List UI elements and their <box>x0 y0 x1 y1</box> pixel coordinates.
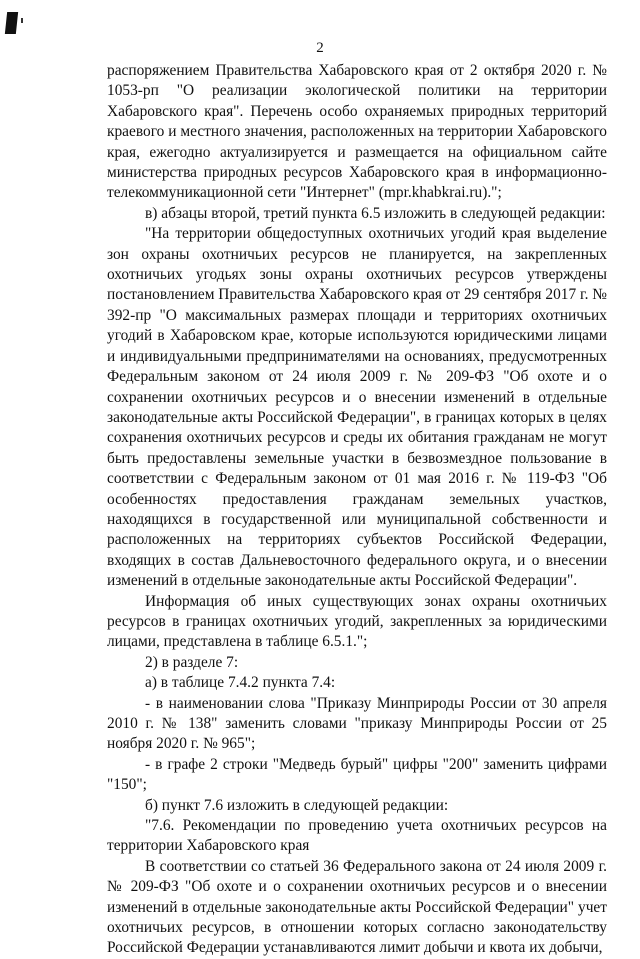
paragraph-section-7: 2) в разделе 7: <box>145 653 239 671</box>
scan-margin-dot <box>21 18 23 23</box>
paragraph-quote-zones: "На территории общедоступных охотничьих угодий края выделение зон охраны охотничьих ресурсов не планируется, на закрепленных охотничьих угодьях зоны охраны охотничьих ресурсов утверждены постановлением Правительства Хабаровского края от 29 сентября 2017 г. № 392-пр "О максимальных размерах площади и территориях охотничьих угодий в Хабаровском крае, которые используются юридическими лицами и индивидуальными предпринимателями на основаниях, предусмотренных Федеральным законом от 24 июля 2009 г. № 209-ФЗ "Об охоте и о сохранении охотничьих ресурсов и о внесении изменений в отдельные законодательные акты Российской Федерации", в границах которых в целях сохранения охотничьих ресурсов и среды их обитания гражданам не могут быть предоставлены земельные участки в безвозмездное пользование в соответствии с Федеральным законом от 01 мая 2016 г. № 119-ФЗ "Об особенностях предоставления гражданам земельных участков, находящихся в государственной или муниципальной собственности и расположенных на территориях субъектов Российской Федерации, входящих в состав Дальневосточного федерального округа, и о внесении изменений в отдельные законодательные акты Российской Федерации". <box>107 225 607 590</box>
paragraph-info-zones: Информация об иных существующих зонах охраны охотничьих ресурсов в границах охотничьих угодий, закрепленных за юридическими лицами, представлена в таблице 6.5.1."; <box>107 592 607 651</box>
paragraph-accordance: В соответствии со статьей 36 Федерального закона от 24 июля 2009 г. № 209-ФЗ "Об охоте и о сохранении охотничьих ресурсов и о внесении изменений в отдельные законодательные акты Российской Федерации" учет охотничьих ресурсов, в отношении которых согласно законодательству Российской Федерации устанавливаются лимит добычи и квота их добычи, <box>107 857 607 957</box>
paragraph-item-v: в) абзацы второй, третий пункта 6.5 изложить в следующей редакции: <box>145 204 606 222</box>
scan-margin-mark <box>5 12 18 34</box>
paragraph-dash-name: - в наименовании слова "Приказу Минприроды России от 30 апреля 2010 г. № 138" заменить словами "приказу Минприроды России от 25 ноября 2020 г. № 965"; <box>107 694 607 753</box>
paragraph-continuation: распоряжением Правительства Хабаровского края от 2 октября 2020 г. № 1053-рп "О реализации экологической политики на территории Хабаровского края". Перечень особо охраняемых природных территорий краевого и местного значения, расположенных на территории Хабаровского края, ежегодно актуализируется и размещается на официальном сайте министерства природных ресурсов Хабаровского края в информационно-телекоммуникационной сети "Интернет" (mpr.khabkrai.ru)."; <box>107 62 607 202</box>
paragraph-item-a: а) в таблице 7.4.2 пункта 7.4: <box>145 674 336 692</box>
document-body <box>107 61 607 959</box>
page-number: 2 <box>316 40 324 56</box>
paragraph-dash-bear: - в графе 2 строки "Медведь бурый" цифры "200" заменить цифрами "150"; <box>107 755 607 794</box>
paragraph-item-b: б) пункт 7.6 изложить в следующей редакции: <box>145 796 449 814</box>
paragraph-heading-7-6: "7.6. Рекомендации по проведению учета охотничьих ресурсов на территории Хабаровского края <box>107 817 607 855</box>
